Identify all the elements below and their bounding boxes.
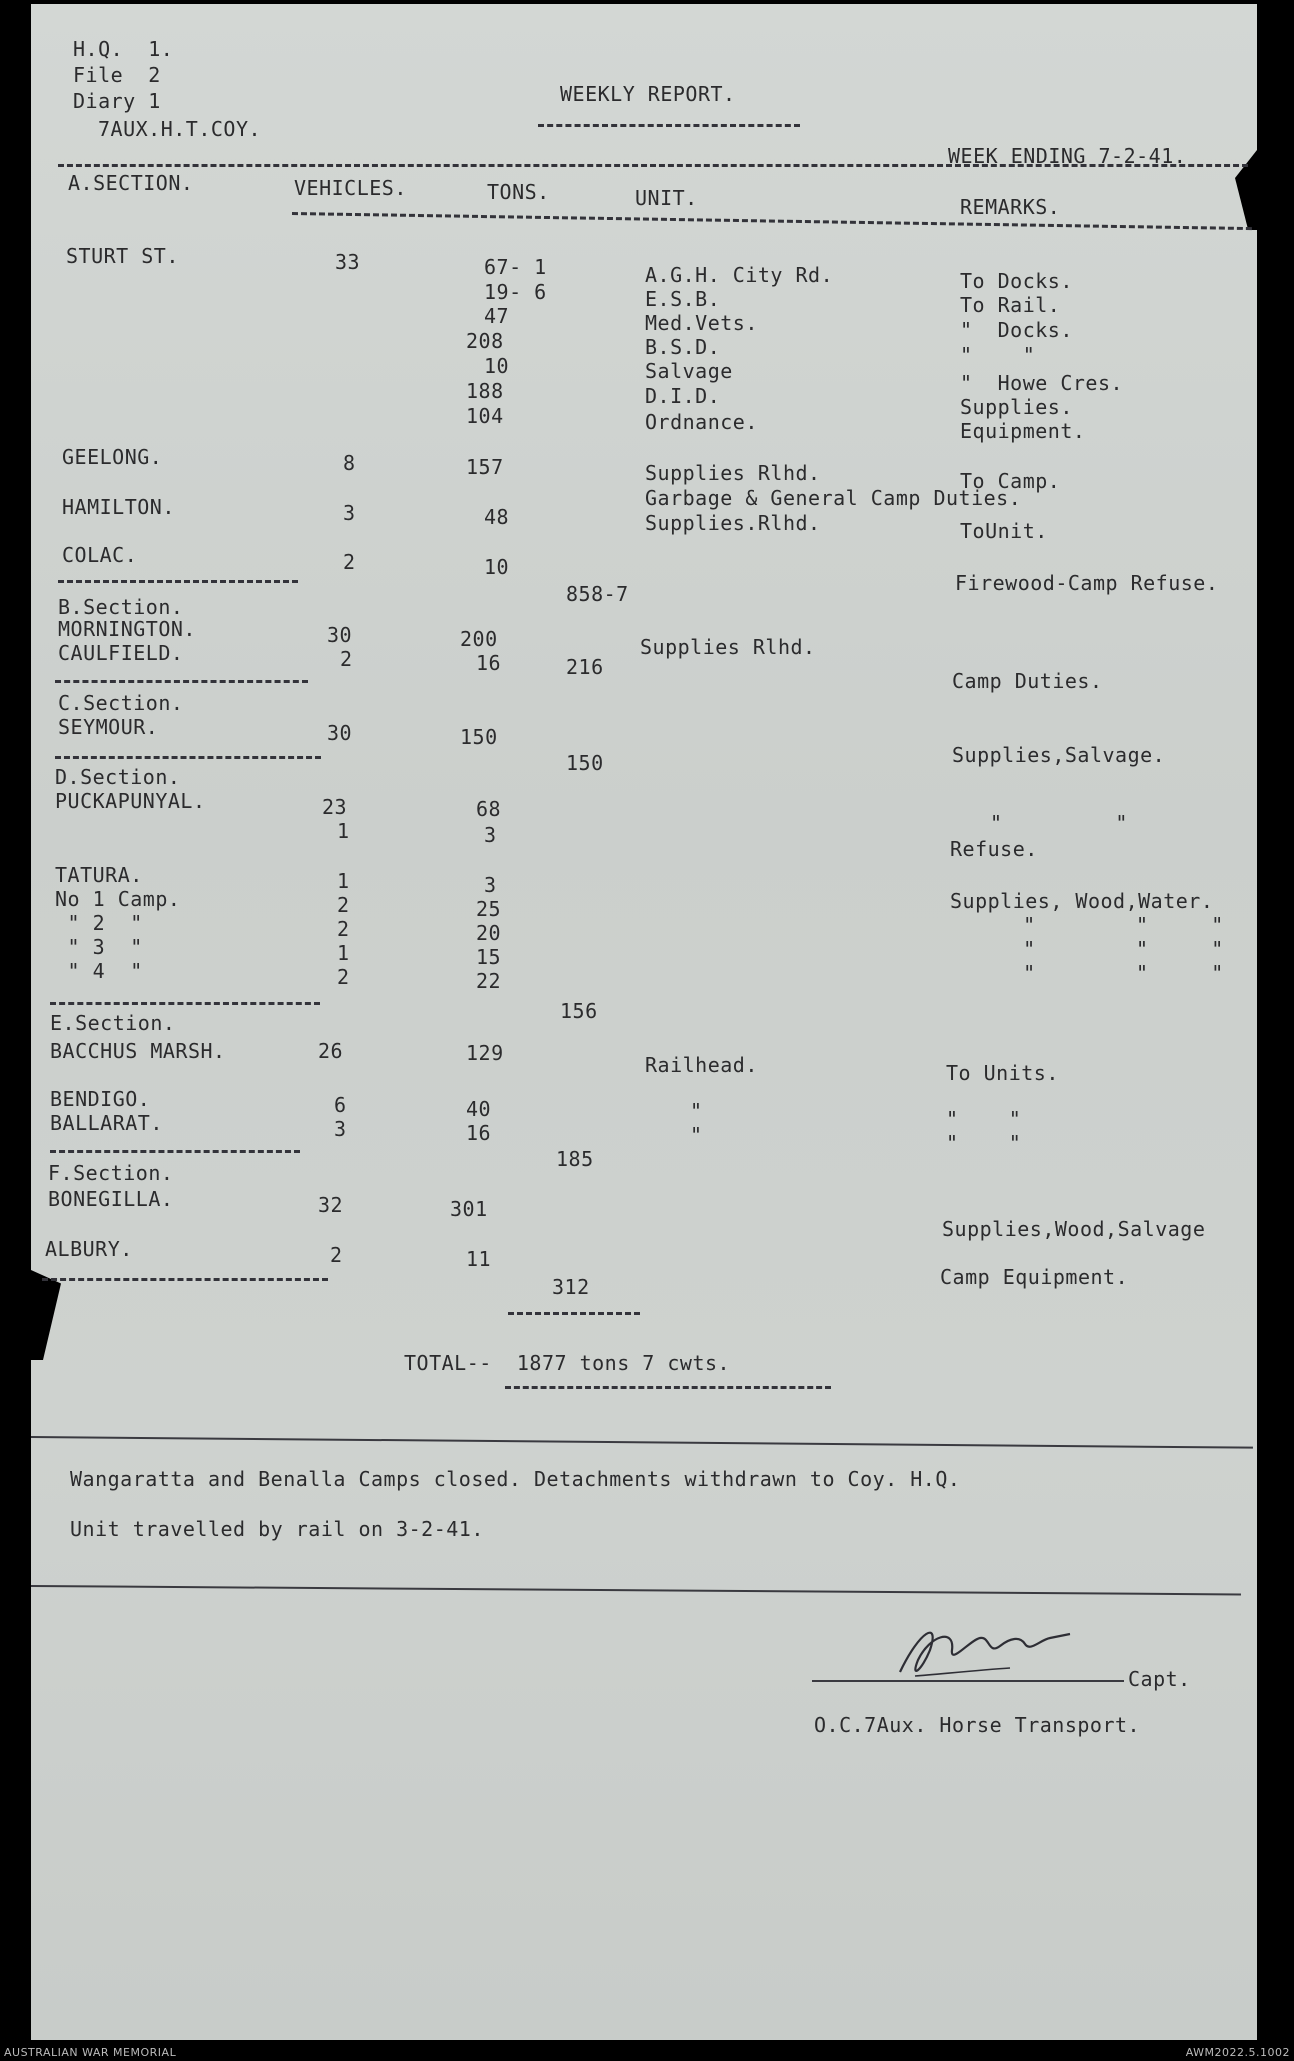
- place-label: ALBURY.: [45, 1237, 133, 1261]
- note-line: Unit travelled by rail on 3-2-41.: [70, 1517, 484, 1541]
- tons-value: 22: [476, 969, 502, 993]
- section-rule: [55, 756, 321, 759]
- hq-ref: H.Q. 1.: [73, 37, 174, 61]
- tons-value: 200: [460, 627, 498, 651]
- unit-value: Garbage & General Camp Duties.: [645, 486, 1022, 510]
- remarks-value: To Units.: [946, 1061, 1059, 1085]
- vehicles-value: 1: [337, 819, 350, 843]
- vehicles-value: 3: [343, 501, 356, 525]
- vehicles-value: 2: [343, 550, 356, 574]
- remarks-value: " ": [990, 811, 1128, 835]
- tons-value: 15: [476, 945, 502, 969]
- col-tons: TONS.: [487, 180, 550, 204]
- remarks-value: Supplies,Wood,Salvage: [942, 1217, 1206, 1241]
- tons-value: 208: [466, 329, 504, 353]
- unit-value: Supplies.Rlhd.: [645, 511, 821, 535]
- total-rule: [508, 1312, 640, 1315]
- col-vehicles: VEHICLES.: [294, 176, 407, 200]
- place-label: BONEGILLA.: [48, 1187, 174, 1211]
- place-label: GEELONG.: [62, 445, 163, 469]
- tons-value: 150: [460, 725, 498, 749]
- section-total: 312: [552, 1275, 590, 1299]
- remarks-value: Supplies.: [960, 395, 1073, 419]
- unit-value: ": [690, 1123, 703, 1147]
- note-line: Wangaratta and Benalla Camps closed. Detachments withdrawn to Coy. H.Q.: [70, 1467, 961, 1491]
- unit-value: D.I.D.: [645, 384, 721, 408]
- tons-value: 19- 6: [484, 280, 547, 304]
- tons-value: 157: [466, 455, 504, 479]
- remarks-value: To Camp.: [960, 469, 1061, 493]
- place-label: STURT ST.: [66, 244, 179, 268]
- remarks-value: " " ": [998, 937, 1224, 961]
- remarks-value: Supplies, Wood,Water.: [950, 889, 1214, 913]
- vehicles-value: 30: [327, 721, 353, 745]
- section-rule: [50, 1150, 300, 1153]
- remarks-value: Firewood-Camp Refuse.: [955, 571, 1219, 595]
- tons-value: 67- 1: [484, 255, 547, 279]
- unit-value: Railhead.: [645, 1053, 758, 1077]
- vehicles-value: 33: [335, 250, 361, 274]
- signatory-rank: Capt.: [1128, 1667, 1191, 1691]
- place-label: No 1 Camp.: [55, 887, 181, 911]
- vehicles-value: 2: [337, 965, 350, 989]
- remarks-value: Camp Duties.: [952, 669, 1103, 693]
- vehicles-value: 26: [318, 1039, 344, 1063]
- remarks-value: To Rail.: [960, 293, 1061, 317]
- tons-value: 16: [476, 651, 502, 675]
- remarks-value: " ": [960, 343, 1036, 367]
- remarks-value: " ": [946, 1107, 1022, 1131]
- section-total: 185: [556, 1147, 594, 1171]
- tons-value: 68: [476, 797, 502, 821]
- tons-value: 47: [484, 304, 510, 328]
- unit-value: ": [690, 1099, 703, 1123]
- tons-value: 301: [450, 1197, 488, 1221]
- unit-value: Ordnance.: [645, 410, 758, 434]
- grand-total: TOTAL-- 1877 tons 7 cwts.: [404, 1351, 731, 1375]
- col-remarks: REMARKS.: [960, 195, 1061, 219]
- place-label: BACCHUS MARSH.: [50, 1039, 226, 1063]
- tons-value: 3: [484, 873, 497, 897]
- tons-value: 20: [476, 921, 502, 945]
- section-rule: [50, 1002, 320, 1005]
- file-ref: File 2: [73, 63, 161, 87]
- vehicles-value: 6: [334, 1093, 347, 1117]
- section-rule: [42, 1278, 328, 1281]
- tons-value: 11: [466, 1247, 492, 1271]
- archive-name: AUSTRALIAN WAR MEMORIAL: [4, 2046, 177, 2059]
- vehicles-value: 32: [318, 1193, 344, 1217]
- section-heading: C.Section.: [58, 691, 184, 715]
- section-total: 150: [566, 751, 604, 775]
- vehicles-value: 2: [337, 917, 350, 941]
- place-label: MORNINGTON.: [58, 617, 196, 641]
- remarks-value: Camp Equipment.: [940, 1265, 1129, 1289]
- remarks-value: Supplies,Salvage.: [952, 743, 1166, 767]
- unit-value: E.S.B.: [645, 287, 721, 311]
- archive-reference: AWM2022.5.1002: [1185, 2046, 1290, 2059]
- remarks-value: " ": [946, 1131, 1022, 1155]
- tons-value: 10: [484, 354, 510, 378]
- place-label: COLAC.: [62, 543, 138, 567]
- tons-value: 3: [484, 823, 497, 847]
- vehicles-value: 2: [330, 1243, 343, 1267]
- section-total: 216: [566, 655, 604, 679]
- remarks-value: To Docks.: [960, 269, 1073, 293]
- unit-value: B.S.D.: [645, 335, 721, 359]
- place-label: TATURA.: [55, 863, 143, 887]
- tons-value: 129: [466, 1041, 504, 1065]
- remarks-value: Equipment.: [960, 419, 1086, 443]
- page-title: WEEKLY REPORT.: [560, 82, 736, 106]
- unit-name: 7AUX.H.T.COY.: [98, 117, 262, 141]
- section-total: 858-7: [566, 582, 629, 606]
- remarks-value: ToUnit.: [960, 519, 1048, 543]
- section-rule: [55, 680, 308, 683]
- place-label: CAULFIELD.: [58, 641, 184, 665]
- place-label: HAMILTON.: [62, 495, 175, 519]
- section-heading: B.Section.: [58, 595, 184, 619]
- section-heading: D.Section.: [55, 765, 181, 789]
- signatory-title: O.C.7Aux. Horse Transport.: [814, 1713, 1141, 1737]
- tons-value: 40: [466, 1097, 492, 1121]
- unit-value: Salvage: [645, 359, 733, 383]
- vehicles-value: 23: [322, 795, 348, 819]
- remarks-value: " " ": [998, 961, 1224, 985]
- vehicles-value: 2: [340, 647, 353, 671]
- remarks-value: " " ": [998, 913, 1224, 937]
- diary-ref: Diary 1: [73, 89, 161, 113]
- vehicles-value: 1: [337, 869, 350, 893]
- week-ending: WEEK ENDING 7-2-41.: [948, 144, 1187, 168]
- unit-value: Med.Vets.: [645, 311, 758, 335]
- place-label: BALLARAT.: [50, 1111, 163, 1135]
- place-label: PUCKAPUNYAL.: [55, 789, 206, 813]
- tons-value: 104: [466, 404, 504, 428]
- tons-value: 48: [484, 505, 510, 529]
- vehicles-value: 3: [334, 1117, 347, 1141]
- section-heading: E.Section.: [50, 1011, 176, 1035]
- place-label: " 3 ": [55, 935, 143, 959]
- tons-value: 188: [466, 379, 504, 403]
- vehicles-value: 1: [337, 941, 350, 965]
- remarks-value: Refuse.: [950, 837, 1038, 861]
- col-section: A.SECTION.: [68, 171, 194, 195]
- tons-value: 25: [476, 897, 502, 921]
- section-heading: F.Section.: [48, 1161, 174, 1185]
- vehicles-value: 8: [343, 451, 356, 475]
- col-unit: UNIT.: [635, 186, 698, 210]
- vehicles-value: 2: [337, 893, 350, 917]
- tons-value: 10: [484, 555, 510, 579]
- unit-value: Supplies Rlhd.: [640, 635, 816, 659]
- unit-value: A.G.H. City Rd.: [645, 263, 834, 287]
- place-label: " 4 ": [55, 959, 143, 983]
- signature-line: [812, 1680, 1124, 1682]
- total-underline: [505, 1386, 831, 1389]
- header-rule: [58, 164, 1248, 167]
- title-underline: [538, 124, 800, 127]
- place-label: BENDIGO.: [50, 1087, 151, 1111]
- vehicles-value: 30: [327, 623, 353, 647]
- tons-value: 16: [466, 1121, 492, 1145]
- remarks-value: " Docks.: [960, 318, 1073, 342]
- unit-value: Supplies Rlhd.: [645, 461, 821, 485]
- section-total: 156: [560, 999, 598, 1023]
- handwritten-signature: [860, 1610, 1120, 1690]
- place-label: SEYMOUR.: [58, 715, 159, 739]
- remarks-value: " Howe Cres.: [960, 371, 1124, 395]
- place-label: " 2 ": [55, 911, 143, 935]
- section-rule: [58, 580, 298, 583]
